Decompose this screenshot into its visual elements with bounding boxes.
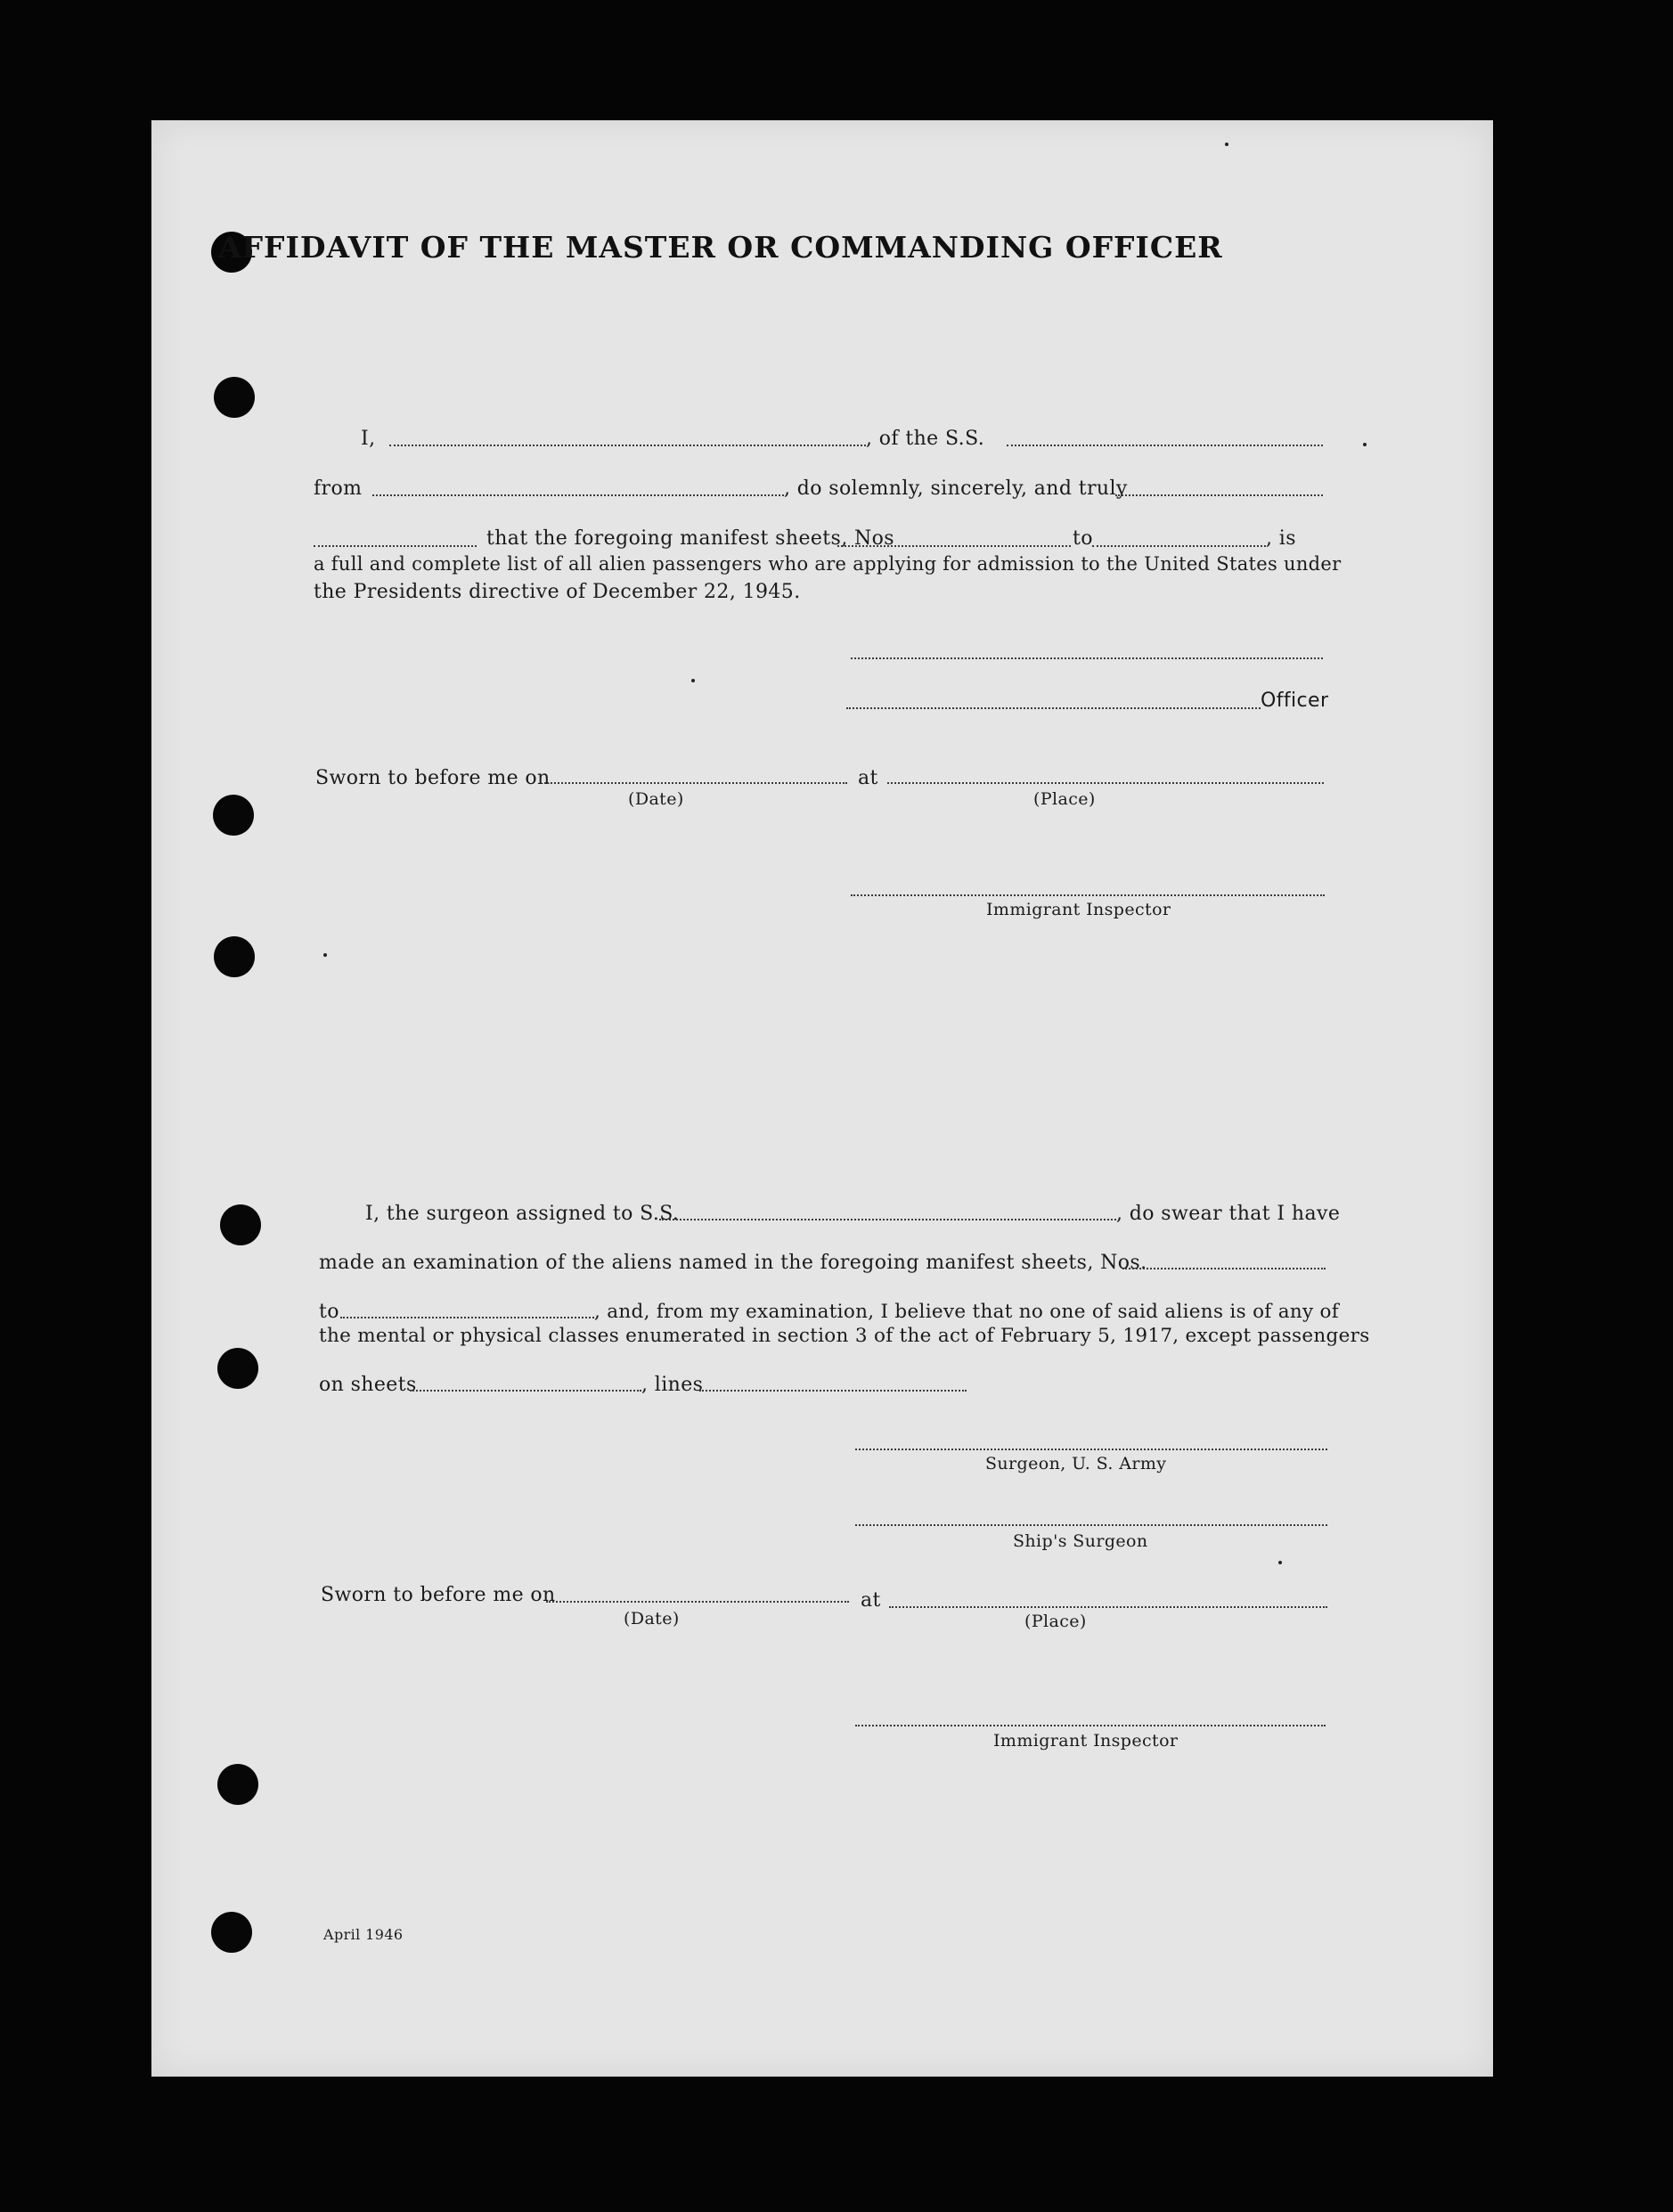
scan-speck (1225, 143, 1228, 146)
sworn1-prefix: Sworn to before me on (315, 767, 551, 789)
army-surgeon-label: Surgeon, U. S. Army (985, 1454, 1167, 1473)
master-i-label: I, (361, 428, 376, 450)
surgeon-swear: , do swear that I have (1116, 1203, 1341, 1225)
inspector1-label: Immigrant Inspector (986, 900, 1171, 919)
scan-speck (1278, 1561, 1282, 1564)
sworn1-at: at (858, 767, 878, 789)
sworn1-date-blank[interactable] (544, 782, 847, 784)
surgeon-examination-line: made an examination of the aliens named in the foregoing manifest sheets, Nos. (319, 1252, 1147, 1274)
ship-surgeon-label: Ship's Surgeon (1013, 1531, 1148, 1551)
surgeon-intro: I, the surgeon assigned to S.S. (365, 1203, 680, 1225)
master-oath-blank[interactable] (314, 545, 477, 547)
master-from-blank[interactable] (372, 494, 784, 496)
officer-signature-blank-2[interactable] (846, 707, 1261, 709)
scan-speck (1363, 443, 1367, 446)
surgeon-nos-to-blank[interactable] (340, 1317, 594, 1318)
ship-surgeon-signature-blank[interactable] (855, 1524, 1327, 1526)
sworn1-place-blank[interactable] (887, 782, 1324, 784)
binder-hole (211, 1912, 252, 1953)
officer-label: Officer (1261, 690, 1329, 712)
inspector2-signature-blank[interactable] (855, 1725, 1326, 1726)
surgeon-to-label: to (319, 1301, 339, 1323)
surgeon-sheets-blank[interactable] (410, 1390, 641, 1392)
binder-hole (217, 1348, 258, 1389)
master-to-label: to (1073, 527, 1093, 550)
sworn2-date-label: (Date) (624, 1609, 680, 1628)
sworn1-date-label: (Date) (628, 789, 684, 809)
officer-signature-blank-1[interactable] (851, 657, 1323, 659)
surgeon-lines-blank[interactable] (699, 1390, 967, 1392)
surgeon-lines-label: , lines (641, 1374, 704, 1396)
binder-hole (214, 936, 255, 977)
sworn1-place-label: (Place) (1033, 789, 1096, 809)
form-date: April 1946 (323, 1926, 404, 1943)
document-page (151, 120, 1493, 2077)
surgeon-nos-from-blank[interactable] (1122, 1268, 1326, 1269)
inspector1-signature-blank[interactable] (851, 894, 1325, 896)
master-directive-line: the Presidents directive of December 22, 1945. (314, 581, 801, 603)
master-nos-from-blank[interactable] (837, 545, 1071, 547)
scan-border-top (0, 0, 1673, 120)
master-of-ss-label: , of the S.S. (866, 428, 985, 450)
master-nos-to-blank[interactable] (1092, 545, 1266, 547)
master-name-blank[interactable] (389, 445, 866, 446)
army-surgeon-signature-blank[interactable] (855, 1449, 1327, 1450)
master-statement-line: a full and complete list of all alien passengers who are applying for admission to the United States under (314, 553, 1342, 575)
page-title: AFFIDAVIT OF THE MASTER OR COMMANDING OFFICER (218, 230, 1223, 265)
master-manifest-label: that the foregoing manifest sheets, Nos (486, 527, 894, 550)
surgeon-belief-line: , and, from my examination, I believe that no one of said aliens is of any of (594, 1301, 1340, 1323)
inspector2-label: Immigrant Inspector (993, 1731, 1179, 1751)
master-swear-label: , do solemnly, sincerely, and truly (784, 477, 1128, 500)
surgeon-ship-blank[interactable] (659, 1219, 1116, 1220)
sworn2-at: at (861, 1589, 881, 1612)
sworn2-date-blank[interactable] (546, 1601, 849, 1603)
binder-hole (217, 1764, 258, 1805)
master-swear-blank[interactable] (1115, 494, 1323, 496)
binder-hole (220, 1204, 261, 1245)
binder-hole (213, 795, 254, 836)
scan-speck (691, 679, 695, 682)
surgeon-classes-line: the mental or physical classes enumerated in section 3 of the act of February 5, 1917, except passengers (319, 1325, 1370, 1347)
sworn2-place-blank[interactable] (889, 1606, 1327, 1608)
master-from-label: from (314, 477, 363, 500)
master-is-label: , is (1266, 527, 1296, 550)
scan-speck (323, 953, 327, 957)
master-ship-blank[interactable] (1007, 445, 1323, 446)
surgeon-sheets-label: on sheets (319, 1374, 417, 1396)
sworn2-place-label: (Place) (1024, 1612, 1087, 1631)
sworn2-prefix: Sworn to before me on (321, 1584, 556, 1606)
binder-hole (214, 377, 255, 418)
